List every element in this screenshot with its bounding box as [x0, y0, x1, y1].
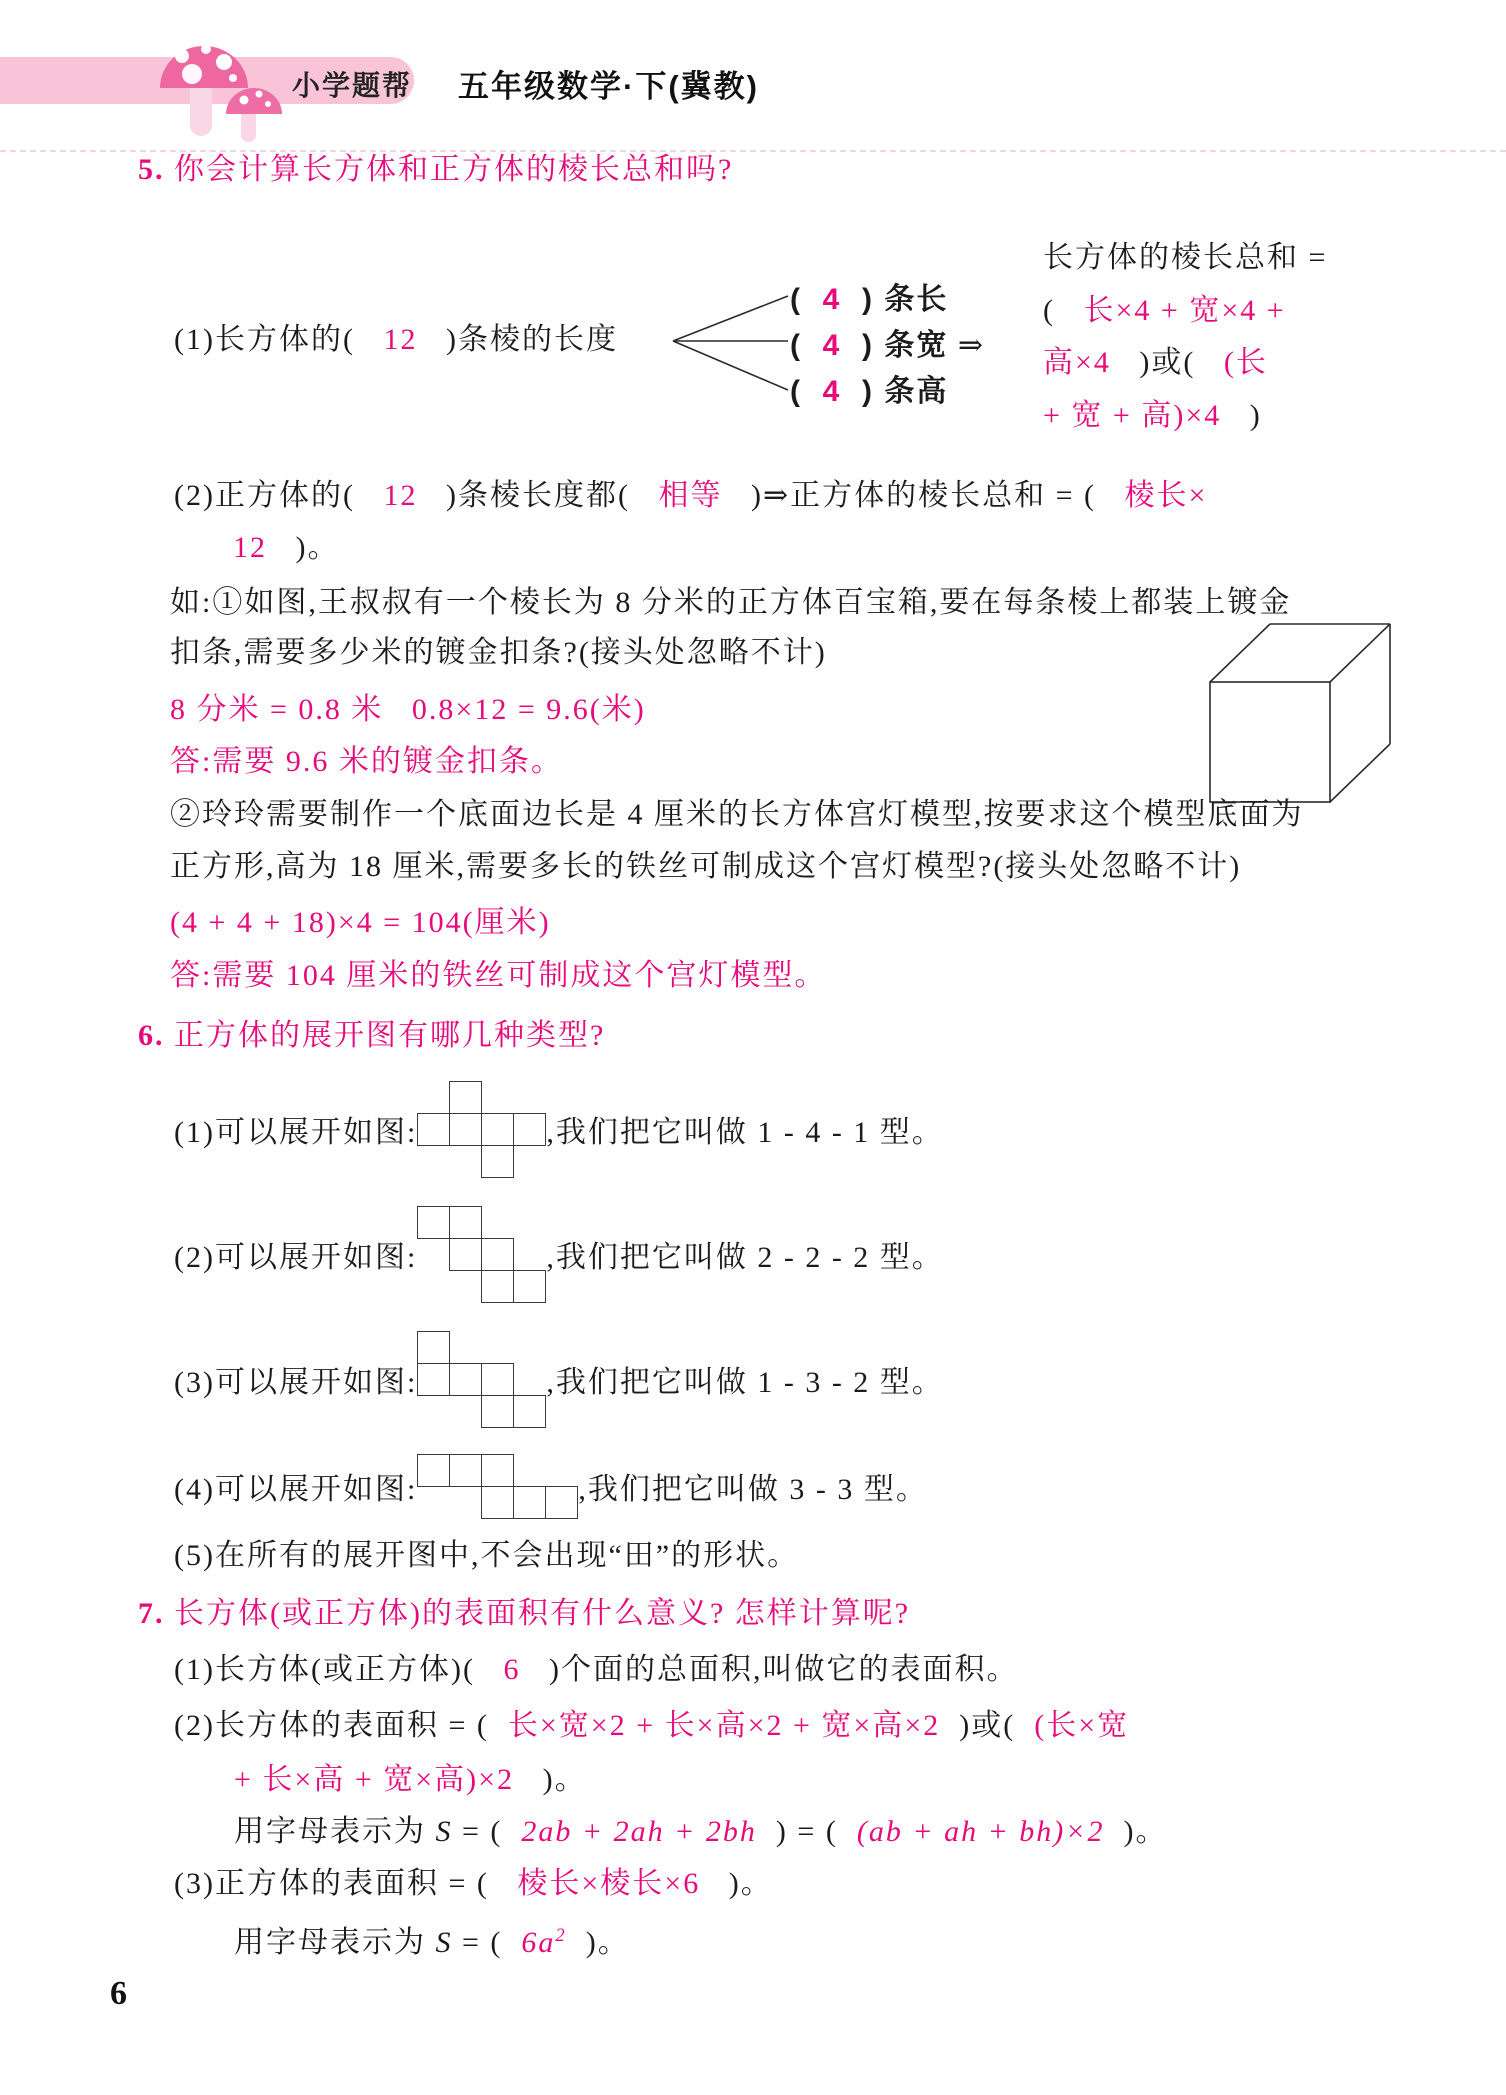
q5-part2-line2: [233, 528, 340, 568]
cube-net-1-3-2: [417, 1331, 546, 1428]
q6-item-2: [174, 1205, 944, 1303]
net-cell: [481, 1270, 514, 1303]
text-segment: )条棱长度都(: [445, 479, 630, 512]
text-segment: ): [1221, 399, 1262, 432]
text-segment: 棱长×: [1096, 479, 1208, 512]
text-segment: (ab + ah + bh)×2: [837, 1815, 1105, 1848]
brand-label: 小学题帮: [292, 70, 413, 101]
net-cell: [481, 1486, 514, 1519]
text-segment: 8 分米 = 0.8 米 0.8×12 = 9.6(米): [170, 693, 646, 726]
text-segment: (: [790, 375, 802, 408]
q5-part2-line1: [174, 476, 1207, 516]
text-segment: 12: [354, 323, 446, 356]
q5-example2-answer: [170, 956, 826, 996]
text-segment: ②玲玲需要制作一个底面边长是 4 厘米的长方体宫灯模型,按要求这个模型底面为: [170, 798, 1304, 831]
q5-branch-height: [790, 372, 948, 412]
text-segment: )或(: [1110, 346, 1196, 379]
text-segment: 6: [474, 1653, 549, 1686]
q6-item-2-pre: (2)可以展开如图:: [174, 1241, 418, 1274]
text-segment: ): [862, 375, 875, 408]
net-cell: [481, 1238, 514, 1271]
text-segment: S: [435, 1926, 453, 1959]
text-segment: )。: [267, 531, 340, 564]
q6-item-1-pre: (1)可以展开如图:: [174, 1116, 418, 1149]
text-segment: 高×4: [1043, 346, 1111, 379]
text-segment: 长方体(或正方体)的表面积有什么意义? 怎样计算呢?: [164, 1597, 911, 1630]
q5-title: [138, 150, 733, 190]
text-segment: )。: [1104, 1815, 1168, 1848]
text-segment: + 宽 + 高)×4: [1043, 399, 1222, 432]
text-segment: 用字母表示为: [234, 1926, 436, 1959]
net-cell: [449, 1454, 482, 1487]
net-cell: [417, 1454, 450, 1487]
cube-net-1-4-1: [417, 1081, 546, 1178]
q5-result-line3: [1043, 343, 1268, 383]
text-segment: 条宽: [874, 329, 949, 362]
text-segment: (3)正方体的表面积 = (: [174, 1867, 489, 1900]
text-segment: ⇒: [948, 329, 986, 362]
q6-item-2-post: ,我们把它叫做 2 - 2 - 2 型。: [546, 1241, 944, 1274]
text-segment: 4: [802, 375, 863, 408]
text-segment: )条棱的长度: [445, 323, 618, 356]
text-segment: 长×4 + 宽×4 +: [1055, 294, 1286, 327]
text-segment: ) = (: [756, 1815, 838, 1848]
q6-title: [138, 1016, 605, 1056]
net-cell: [513, 1486, 546, 1519]
text-segment: + 长×高 + 宽×高)×2: [234, 1763, 515, 1796]
net-cell: [481, 1363, 514, 1396]
net-cell: [481, 1454, 514, 1487]
text-segment: = (: [452, 1815, 503, 1848]
net-cell: [449, 1113, 482, 1146]
text-segment: 12: [233, 531, 267, 564]
q7-title: [138, 1594, 910, 1634]
q5-example1-line1: [170, 583, 1291, 623]
text-segment: 答:需要 9.6 米的镀金扣条。: [170, 745, 563, 778]
text-segment: (长: [1195, 346, 1268, 379]
cube-figure: [1195, 612, 1445, 807]
text-segment: S: [435, 1815, 453, 1848]
q6-item-4: [174, 1453, 928, 1519]
net-cell: [545, 1486, 578, 1519]
text-segment: (1)长方体的(: [174, 323, 355, 356]
net-cell: [513, 1113, 546, 1146]
net-cell: [417, 1331, 450, 1364]
net-cell: [417, 1363, 450, 1396]
q6-item-1: [174, 1080, 944, 1178]
q6-item-3-pre: (3)可以展开如图:: [174, 1366, 418, 1399]
net-cell: [481, 1145, 514, 1178]
text-segment: 4: [802, 283, 863, 316]
text-segment: 长方体的棱长总和 =: [1043, 241, 1328, 274]
q7-line1: [174, 1650, 1018, 1690]
text-segment: 2: [555, 1925, 567, 1946]
text-segment: 6a: [502, 1926, 556, 1959]
q5-example2-line2: [170, 847, 1241, 887]
text-segment: 2ab + 2ah + 2bh: [502, 1815, 757, 1848]
text-segment: 棱长×棱长×6: [488, 1867, 701, 1900]
net-cell: [417, 1113, 450, 1146]
net-cell: [481, 1113, 514, 1146]
net-cell: [449, 1206, 482, 1239]
q7-line2b: [234, 1760, 587, 1800]
q6-item-1-post: ,我们把它叫做 1 - 4 - 1 型。: [546, 1116, 944, 1149]
net-cell: [449, 1081, 482, 1114]
q5-example1-line2: [170, 633, 827, 673]
q6-item-5: [174, 1536, 799, 1576]
text-segment: 扣条,需要多少米的镀金扣条?(接头处忽略不计): [170, 636, 827, 669]
cube-net-3-3: [417, 1454, 578, 1519]
text-segment: 答:需要 104 厘米的铁丝可制成这个宫灯模型。: [170, 959, 827, 992]
page-title: 五年级数学·下(冀教): [458, 69, 759, 104]
net-cell: [449, 1363, 482, 1396]
q7-line2c: [234, 1812, 1168, 1852]
text-segment: (2)长方体的表面积 = (: [174, 1709, 489, 1742]
q5-branch-length: [790, 280, 948, 320]
text-segment: )。: [566, 1926, 630, 1959]
text-segment: 如:①如图,王叔叔有一个棱长为 8 分米的正方体百宝箱,要在每条棱上都装上镀金: [170, 586, 1292, 619]
q5-example1-answer: [170, 742, 563, 782]
text-segment: 正方形,高为 18 厘米,需要多长的铁丝可制成这个宫灯模型?(接头处忽略不计): [170, 850, 1242, 883]
text-segment: )。: [514, 1763, 587, 1796]
q7-line3a: [174, 1864, 773, 1904]
text-segment: ): [862, 283, 875, 316]
cube-net-2-2-2: [417, 1206, 546, 1303]
q5-branch-width: [790, 326, 985, 366]
q5-result-line2: [1043, 291, 1286, 331]
net-cell: [481, 1395, 514, 1428]
q6-item-4-post: ,我们把它叫做 3 - 3 型。: [578, 1473, 928, 1506]
net-cell: [513, 1270, 546, 1303]
q6-item-3-post: ,我们把它叫做 1 - 3 - 2 型。: [546, 1366, 944, 1399]
q7-line3b: [234, 1916, 630, 1963]
text-segment: (2)正方体的(: [174, 479, 355, 512]
text-segment: 用字母表示为: [234, 1815, 436, 1848]
text-segment: (: [1043, 294, 1055, 327]
q5-part1-stem: [174, 320, 618, 360]
text-segment: (: [790, 283, 802, 316]
text-segment: 你会计算长方体和正方体的棱长总和吗?: [164, 153, 734, 186]
net-cell: [513, 1395, 546, 1428]
text-segment: (1)长方体(或正方体)(: [174, 1653, 475, 1686]
text-segment: 5.: [138, 153, 165, 186]
text-segment: 长×宽×2 + 长×高×2 + 宽×高×2: [488, 1709, 941, 1742]
text-segment: (: [790, 329, 802, 362]
text-segment: )个面的总面积,叫做它的表面积。: [548, 1653, 1019, 1686]
text-segment: )或(: [940, 1709, 1016, 1742]
text-segment: 7.: [138, 1597, 165, 1630]
text-segment: 4: [802, 329, 863, 362]
q5-example1-calc: [170, 690, 646, 730]
text-segment: (5)在所有的展开图中,不会出现“田”的形状。: [174, 1539, 800, 1572]
net-cell: [449, 1238, 482, 1271]
text-segment: 6.: [138, 1019, 165, 1052]
text-segment: 12: [354, 479, 446, 512]
q5-example2-line1: [170, 795, 1304, 835]
text-segment: ): [862, 329, 875, 362]
net-cell: [417, 1206, 450, 1239]
q7-line2a: [174, 1706, 1129, 1746]
page-number: 6: [110, 1975, 127, 2012]
text-segment: (4 + 4 + 18)×4 = 104(厘米): [170, 906, 551, 939]
q5-example2-calc: [170, 903, 551, 943]
text-segment: (长×宽: [1015, 1709, 1130, 1742]
q5-result-line1: [1043, 238, 1327, 278]
q6-item-3: [174, 1330, 944, 1428]
mushroom-logo-icon: [140, 28, 310, 143]
text-segment: 相等: [629, 479, 751, 512]
text-segment: 条长: [874, 283, 949, 316]
q6-item-4-pre: (4)可以展开如图:: [174, 1473, 418, 1506]
text-segment: = (: [452, 1926, 503, 1959]
text-segment: )⇒正方体的棱长总和 = (: [750, 479, 1097, 512]
q5-result-line4: [1043, 396, 1262, 436]
text-segment: 正方体的展开图有哪几种类型?: [164, 1019, 606, 1052]
branch-lines: [630, 270, 810, 420]
text-segment: 条高: [874, 375, 949, 408]
text-segment: )。: [700, 1867, 773, 1900]
